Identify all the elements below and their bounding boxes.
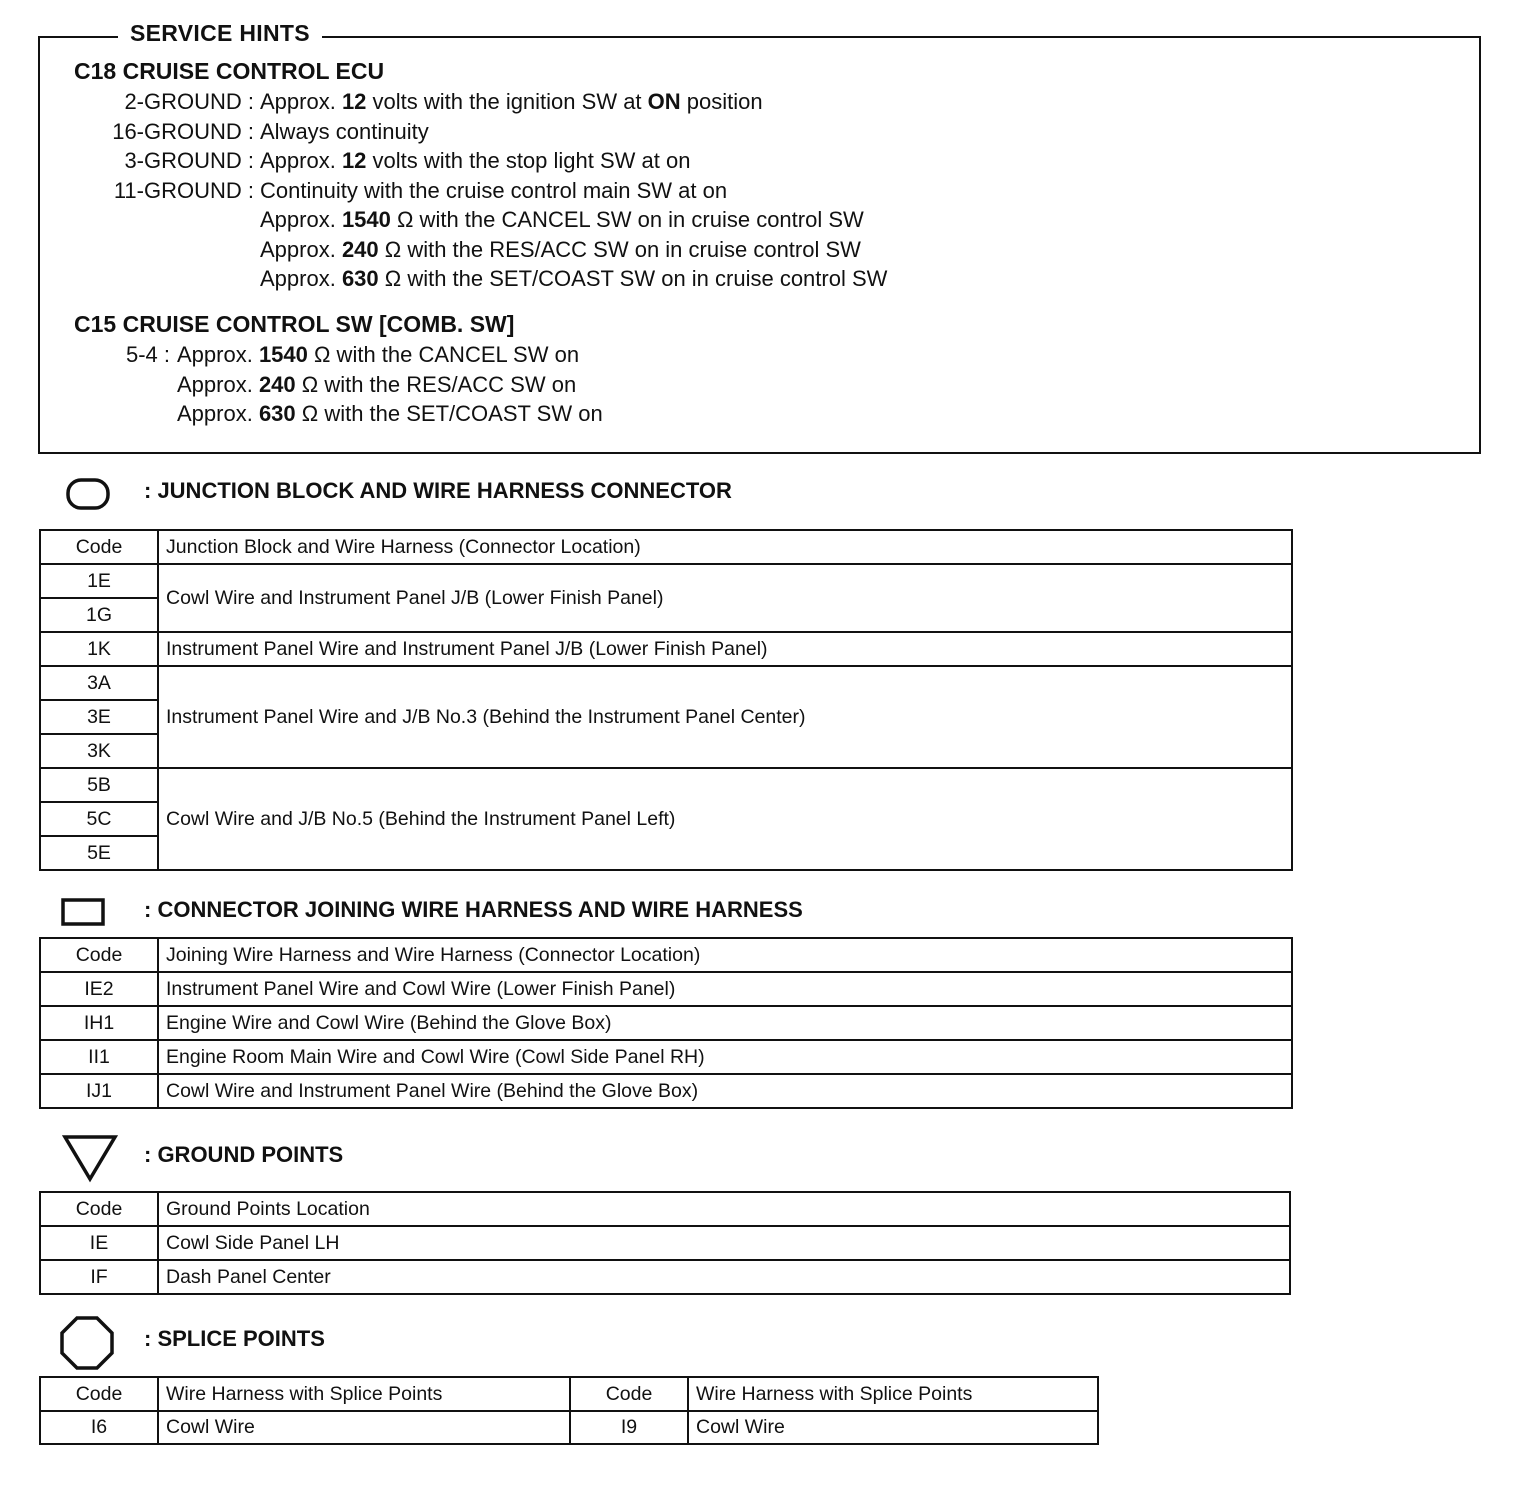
connector-location-cell: Instrument Panel Wire and Cowl Wire (Lower Finish Panel) (158, 972, 1292, 1006)
junction-location-cell: Cowl Wire and J/B No.5 (Behind the Instrument Panel Left) (158, 768, 1292, 870)
table-row (40, 1260, 1290, 1294)
junction-code-cell: 5E (40, 836, 158, 870)
hint-text: Approx. 240 Ω with the RES/ACC SW on in cruise control SW (260, 236, 861, 262)
hint-text: Approx. 1540 Ω with the CANCEL SW on (177, 342, 580, 367)
connector-code-cell: IH1 (40, 1006, 158, 1040)
ground-code-cell: IE (40, 1226, 158, 1260)
hint-text: Continuity with the cruise control main SW at on (260, 177, 728, 203)
connector-table (39, 937, 1293, 1109)
hint-text: Approx. 12 volts with the ignition SW at ON position (260, 89, 763, 114)
table-header-row (40, 1192, 1290, 1226)
column-header-desc: Wire Harness with Splice Points (688, 1377, 1098, 1411)
table-row (40, 632, 1292, 666)
hint-text: Approx. 630 Ω with the SET/COAST SW on in cruise control SW (260, 266, 888, 291)
connector-location-cell: Engine Room Main Wire and Cowl Wire (Cowl Side Panel RH) (158, 1040, 1292, 1074)
junction-code-cell: 3A (40, 666, 158, 700)
hint-pin: 5-4 : (125, 342, 170, 367)
hint-pin: 11-GROUND : (113, 177, 254, 203)
hint-text: Approx. 1540 Ω with the CANCEL SW on in cruise control SW (260, 207, 864, 232)
ground-location-cell: Dash Panel Center (158, 1260, 1290, 1294)
ground-section-title: : GROUND POINTS (144, 1142, 344, 1167)
column-header-code: Code (40, 530, 158, 564)
table-header-row (40, 938, 1292, 972)
table-row (40, 972, 1292, 1006)
table-header-row (40, 530, 1292, 564)
junction-table (39, 529, 1293, 871)
column-header-code: Code (40, 1192, 158, 1226)
table-row (40, 1006, 1292, 1040)
table-row (40, 768, 1292, 802)
column-header-desc: Junction Block and Wire Harness (Connector Location) (158, 530, 1292, 564)
ground-location-cell: Cowl Side Panel LH (158, 1226, 1290, 1260)
hint-text: Approx. 240 Ω with the RES/ACC SW on (177, 371, 577, 397)
junction-location-cell: Cowl Wire and Instrument Panel J/B (Lower Finish Panel) (158, 564, 1292, 632)
junction-code-cell: 3E (40, 700, 158, 734)
connector-section-title: : CONNECTOR JOINING WIRE HARNESS AND WIRE HARNESS (144, 897, 803, 922)
hint-pin: 2-GROUND : (124, 89, 254, 114)
splice-harness-cell: Cowl Wire (688, 1411, 1098, 1444)
connector-location-cell: Engine Wire and Cowl Wire (Behind the Glove Box) (158, 1006, 1292, 1040)
octagon-icon (58, 1315, 116, 1371)
triangle-down-icon (60, 1132, 120, 1184)
hint-text: Always continuity (260, 118, 429, 144)
hint-pin: 16-GROUND : (112, 118, 254, 144)
junction-code-cell: 5C (40, 802, 158, 836)
column-header-code: Code (40, 938, 158, 972)
junction-section-title: : JUNCTION BLOCK AND WIRE HARNESS CONNECTOR (144, 478, 732, 503)
table-row (40, 1226, 1290, 1260)
junction-location-cell: Instrument Panel Wire and Instrument Panel J/B (Lower Finish Panel) (158, 632, 1292, 666)
ground-table (39, 1191, 1291, 1295)
hint-text: Approx. 630 Ω with the SET/COAST SW on (177, 401, 603, 426)
splice-code-cell: I9 (570, 1411, 688, 1444)
connector-code-cell: IJ1 (40, 1074, 158, 1108)
hint-heading-c18: C18 CRUISE CONTROL ECU (74, 58, 385, 84)
splice-section-title: : SPLICE POINTS (144, 1326, 325, 1351)
table-row (40, 1411, 1098, 1444)
ground-code-cell: IF (40, 1260, 158, 1294)
junction-code-cell: 3K (40, 734, 158, 768)
table-header-row (40, 1377, 1098, 1411)
hint-text: Approx. 12 volts with the stop light SW at on (260, 148, 691, 173)
column-header-desc: Ground Points Location (158, 1192, 1290, 1226)
column-header-desc: Joining Wire Harness and Wire Harness (Connector Location) (158, 938, 1292, 972)
splice-code-cell: I6 (40, 1411, 158, 1444)
junction-location-cell: Instrument Panel Wire and J/B No.3 (Behind the Instrument Panel Center) (158, 666, 1292, 768)
junction-code-cell: 5B (40, 768, 158, 802)
column-header-desc: Wire Harness with Splice Points (158, 1377, 570, 1411)
table-row (40, 1040, 1292, 1074)
table-row (40, 666, 1292, 700)
junction-code-cell: 1E (40, 564, 158, 598)
rounded-rect-icon (64, 474, 114, 514)
splice-harness-cell: Cowl Wire (158, 1411, 570, 1444)
hint-heading-c15: C15 CRUISE CONTROL SW [COMB. SW] (74, 311, 515, 337)
connector-code-cell: II1 (40, 1040, 158, 1074)
service-hints-title: SERVICE HINTS (118, 20, 322, 47)
rectangle-icon (60, 896, 108, 930)
connector-location-cell: Cowl Wire and Instrument Panel Wire (Behind the Glove Box) (158, 1074, 1292, 1108)
connector-code-cell: IE2 (40, 972, 158, 1006)
column-header-code: Code (40, 1377, 158, 1411)
splice-table (39, 1376, 1099, 1445)
table-row (40, 1074, 1292, 1108)
junction-code-cell: 1G (40, 598, 158, 632)
column-header-code: Code (570, 1377, 688, 1411)
hint-pin: 3-GROUND : (124, 148, 254, 173)
table-row (40, 564, 1292, 598)
junction-code-cell: 1K (40, 632, 158, 666)
